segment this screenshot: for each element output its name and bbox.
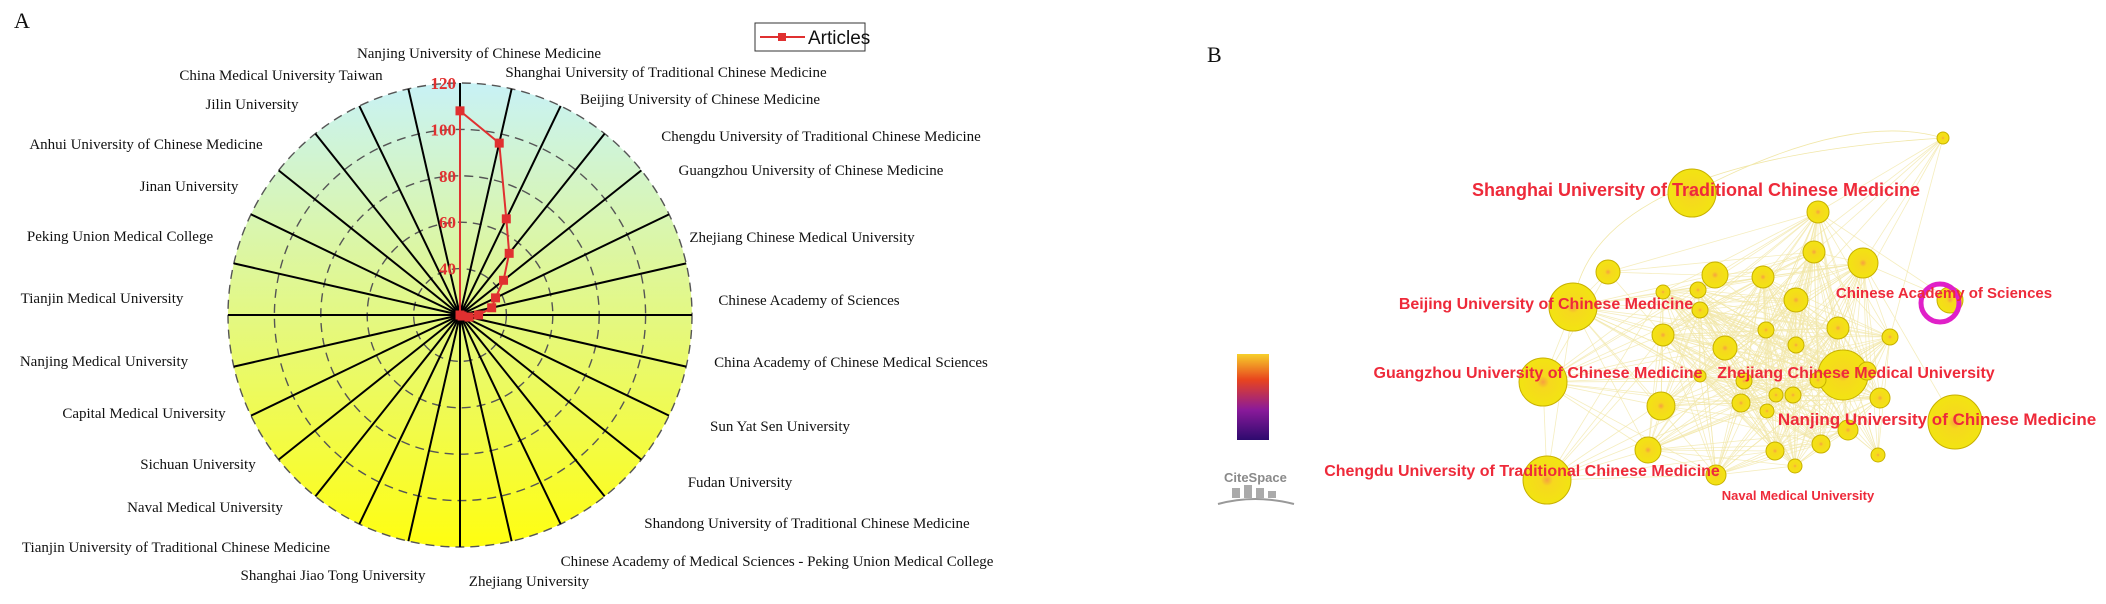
network-node (1848, 248, 1878, 278)
category-label: Chinese Academy of Medical Sciences - Peking Union Medical College (560, 554, 994, 570)
network-node (1758, 322, 1774, 338)
radial-tick-label: 60 (439, 213, 456, 233)
network-edge (1818, 138, 1943, 212)
category-label: Shanghai Jiao Tong University (240, 568, 426, 584)
logo-bar (1244, 485, 1252, 498)
logo-bar (1232, 488, 1240, 498)
category-label: Sun Yat Sen University (709, 419, 851, 435)
data-point (474, 311, 483, 320)
network-node (1766, 442, 1784, 460)
node-label: Zhejiang Chinese Medical University (1717, 365, 1995, 382)
network-edge (1715, 212, 1818, 275)
node-label: Chengdu University of Traditional Chinese Medicine (1324, 463, 1720, 480)
data-point (499, 276, 508, 285)
radial-tick-label: 40 (439, 259, 456, 279)
colorbar (1237, 354, 1269, 440)
data-point (456, 311, 465, 320)
category-label: Chengdu University of Traditional Chinese Medicine (661, 129, 981, 145)
category-label: Peking Union Medical College (26, 229, 214, 245)
radar-chart (20, 46, 994, 590)
data-point (491, 293, 500, 302)
radial-tick-label: 100 (430, 120, 456, 140)
network-edge (1863, 138, 1943, 263)
category-label: Shandong University of Traditional Chinese Medicine (644, 516, 970, 532)
category-label: Tianjin Medical University (20, 291, 184, 307)
legend (755, 23, 870, 51)
category-label: Chinese Academy of Sciences (718, 293, 900, 309)
category-label: Capital Medical University (62, 406, 226, 422)
network-node (1937, 132, 1949, 144)
network-node (1647, 392, 1675, 420)
data-point (495, 139, 504, 148)
node-label: Shanghai University of Traditional Chinese Medicine (1471, 180, 1921, 200)
category-label: Tianjin University of Traditional Chinese Medicine (21, 540, 331, 556)
category-label: China Academy of Chinese Medical Sciences (714, 355, 988, 371)
network-node (1752, 266, 1774, 288)
network-edge (1648, 450, 1775, 451)
legend-marker (778, 33, 786, 41)
network-node (1635, 437, 1661, 463)
network-node (1803, 241, 1825, 263)
category-label: Beijing University of Chinese Medicine (580, 92, 820, 108)
node-label: Chinese Academy of Sciences (1835, 285, 2053, 302)
citespace-logo (1218, 470, 1294, 504)
category-label: Zhejiang Chinese Medical University (689, 230, 915, 246)
network-node (1785, 387, 1801, 403)
category-label: Shanghai University of Traditional Chinese Medicine (505, 65, 827, 81)
data-point (505, 249, 514, 258)
network-node (1827, 317, 1849, 339)
category-label: Naval Medical University (127, 500, 283, 516)
node-label: Nanjing University of Chinese Medicine (1777, 410, 2097, 429)
network-graph (1324, 131, 2096, 504)
panel-a-label: A (14, 8, 30, 33)
category-label: Jilin University (205, 97, 299, 113)
network-node (1732, 394, 1750, 412)
panel-b-label: B (1207, 42, 1222, 67)
network-node (1760, 404, 1774, 418)
citespace-label: CiteSpace (1224, 470, 1287, 485)
legend-label: Articles (808, 28, 871, 49)
logo-swoosh (1218, 499, 1294, 504)
network-node (1788, 337, 1804, 353)
category-label: Zhejiang University (468, 574, 590, 590)
network-node (1812, 435, 1830, 453)
node-label: Beijing University of Chinese Medicine (1398, 296, 1694, 313)
radial-tick-label: 120 (430, 74, 456, 93)
category-label: Anhui University of Chinese Medicine (29, 137, 263, 153)
network-node (1769, 388, 1783, 402)
network-node (1807, 201, 1829, 223)
radial-tick-label: 80 (439, 166, 456, 186)
data-point (456, 106, 465, 115)
category-label: Nanjing Medical University (19, 354, 189, 370)
logo-bar (1268, 491, 1276, 498)
network-node (1871, 448, 1885, 462)
logo-bar (1256, 488, 1264, 498)
network-node (1652, 324, 1674, 346)
category-label: Nanjing University of Chinese Medicine (356, 46, 602, 62)
data-point (502, 214, 511, 223)
network-node (1882, 329, 1898, 345)
network-node (1692, 302, 1708, 318)
node-label: Naval Medical University (1721, 488, 1875, 503)
category-label: Guangzhou University of Chinese Medicine (678, 163, 944, 179)
category-label: Jinan University (139, 179, 239, 195)
category-label: Fudan University (687, 475, 793, 491)
network-node (1596, 260, 1620, 284)
network-node (1788, 459, 1802, 473)
category-label: Sichuan University (140, 457, 256, 473)
network-node (1784, 288, 1808, 312)
data-point (487, 303, 496, 312)
network-node (1870, 388, 1890, 408)
network-node (1713, 336, 1737, 360)
category-label: China Medical University Taiwan (179, 68, 383, 84)
node-label: Guangzhou University of Chinese Medicine (1373, 365, 1703, 382)
network-edge (1890, 138, 1943, 337)
network-node (1702, 262, 1728, 288)
